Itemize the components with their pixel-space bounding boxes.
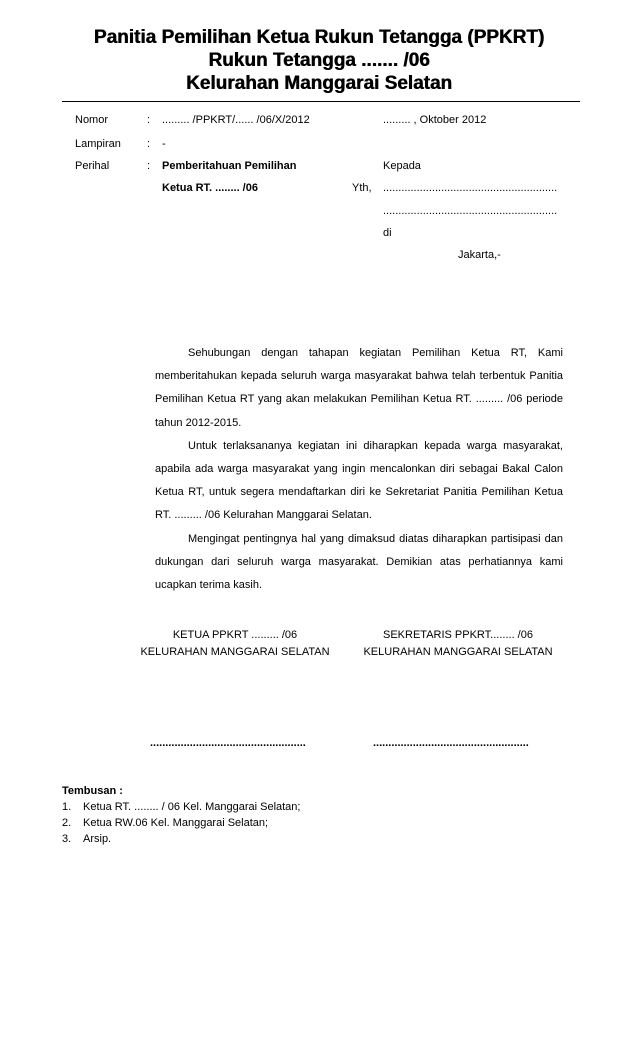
recipient-yth: Yth, [352, 182, 372, 194]
list-item-number: 1. [62, 801, 72, 813]
list-item-text: Ketua RW.06 Kel. Manggarai Selatan; [83, 817, 269, 829]
body-paragraph-3: Mengingat pentingnya hal yang dimaksud diatas diharapkan partisipasi dan dukungan dari seluruh warga masyarakat. Demikian atas perhatiannya kami ucapkan terima kasih. [155, 532, 563, 592]
signature-right-org: KELURAHAN MANGGARAI SELATAN [363, 646, 553, 658]
header-divider [62, 101, 580, 102]
recipient-kepada: Kepada [383, 160, 421, 172]
signature-right-title: SEKRETARIS PPKRT........ /06 [383, 629, 533, 641]
list-item-number: 3. [62, 833, 72, 845]
body-paragraph-2: Untuk terlaksananya kegiatan ini diharapkan kepada warga masyarakat, apabila ada warga masyarakat yang ingin mencalonkan diri sebagai Bakal Calon Ketua RT, untuk segera mendaftarkan diri ke Sekretariat Panitia Pemilihan Ketua RT. ......... /06 Kelurahan Manggarai Selatan. [155, 439, 563, 522]
list-item-text: Arsip. [83, 833, 112, 845]
letter-date: ......... , Oktober 2012 [383, 114, 487, 126]
header-title-line2: Rukun Tetangga ....... /06 [208, 50, 430, 71]
recipient-line2: ......................................................... [383, 205, 558, 217]
signature-right-line: ................................................... [373, 737, 529, 749]
nomor-colon: : [147, 114, 151, 126]
perihal-label: Perihal [75, 160, 110, 172]
lampiran-label: Lampiran [75, 138, 121, 150]
perihal-colon: : [147, 160, 151, 172]
list-item [62, 799, 300, 815]
body-paragraph-1: Sehubungan dengan tahapan kegiatan Pemilihan Ketua RT, Kami memberitahukan kepada seluruh warga masyarakat bahwa telah terbentuk Panitia Pemilihan Ketua RT yang akan melakukan Pemilihan Ketua RT. ......... /06 periode tahun 2012-2015. [155, 347, 563, 429]
lampiran-value: - [162, 138, 166, 150]
recipient-line1: ......................................................... [383, 182, 558, 194]
lampiran-colon: : [147, 138, 151, 150]
list-item-text: Ketua RT. ........ / 06 Kel. Manggarai Selatan; [83, 801, 301, 813]
nomor-value: ......... /PPKRT/...... /06/X/2012 [162, 114, 310, 126]
list-item [62, 815, 300, 831]
list-item-number: 2. [62, 817, 72, 829]
tembusan-section [62, 783, 300, 847]
header-title-line3: Kelurahan Manggarai Selatan [185, 73, 453, 94]
signature-left-line: ................................................... [150, 737, 306, 749]
perihal-value-line2: Ketua RT. ........ /06 [162, 182, 258, 194]
header-title-line1: Panitia Pemilihan Ketua Rukun Tetangga (PPKRT) [93, 27, 545, 48]
recipient-di: di [383, 227, 392, 239]
nomor-label: Nomor [75, 114, 109, 126]
signature-left-org: KELURAHAN MANGGARAI SELATAN [140, 646, 330, 658]
letter-body [155, 342, 563, 597]
recipient-city: Jakarta,- [458, 249, 501, 261]
perihal-value-line1: Pemberitahuan Pemilihan [162, 160, 297, 172]
tembusan-label: Tembusan : [62, 785, 123, 797]
signature-left-title: KETUA PPKRT ......... /06 [172, 629, 298, 641]
list-item [62, 831, 300, 847]
